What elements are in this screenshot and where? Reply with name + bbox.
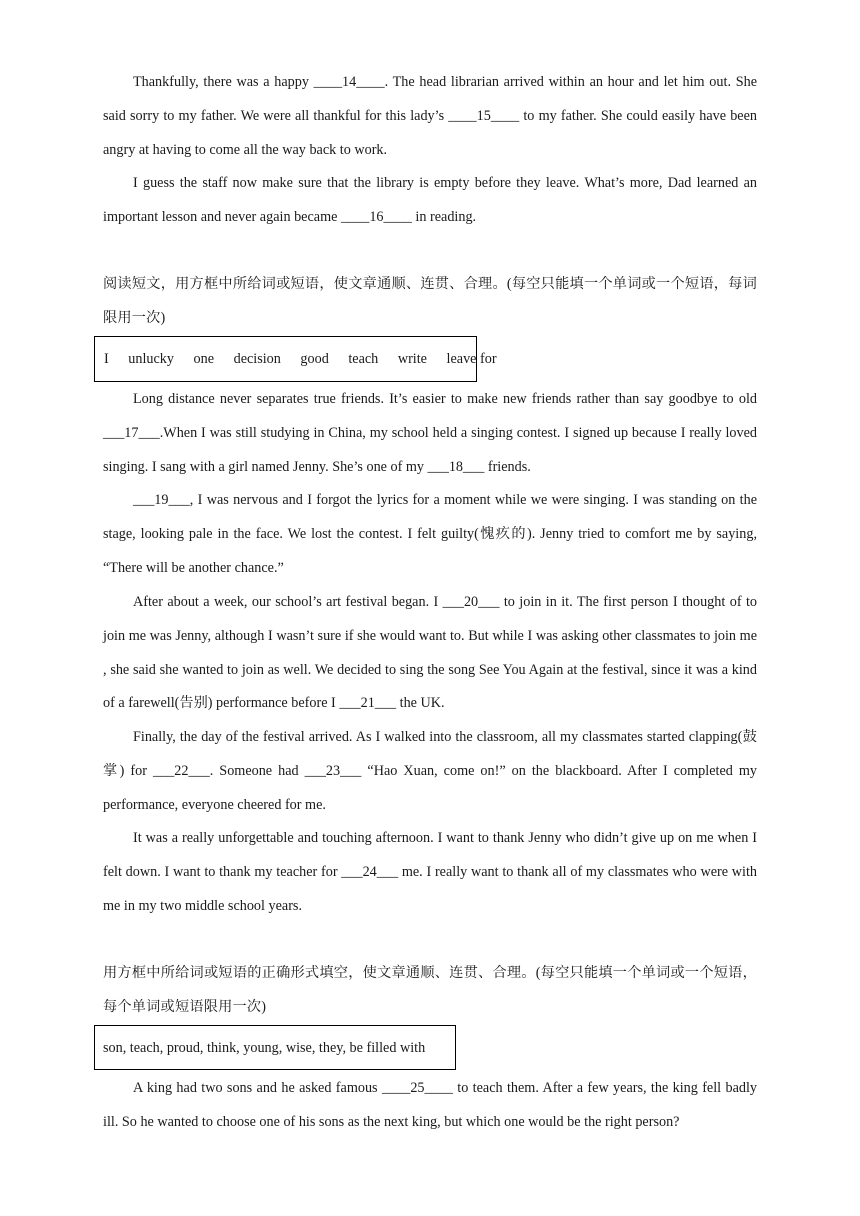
paragraph-14-15: Thankfully, there was a happy ____14____. The head librarian arrived within an hour and let him out. She said sorry to my father. We were all thankful for this lady’s ____15____ to my father. She could easily have been angry at having to come all the way back to work. (103, 74, 757, 158)
word-option: decision (233, 351, 281, 367)
paragraph-19: ___19___, I was nervous and I forgot the lyrics for a moment while we were singing. I was standing on the stage, looking pale in the face. We lost the contest. I felt guilty(愧疚的). Jenny tried to comfort me by saying, “There will be another chance.” (103, 492, 757, 576)
section2-instruction: 阅读短文，用方框中所给词或短语，使文章通顺、连贯、合理。(每空只能填一个单词或一个短语，每词限用一次) (103, 276, 757, 326)
word-box-2: son, teach, proud, think, young, wise, they, be filled with (94, 1025, 456, 1070)
word-box-1 (94, 336, 497, 382)
paragraph-17-18: Long distance never separates true friends. It’s easier to make new friends rather than say goodbye to old ___17___.When I was still studying in China, my school held a singing contest. I signed up because I really loved singing. I sang with a girl named Jenny. She’s one of my ___18___ friends. (103, 391, 757, 475)
word-option: good (300, 351, 329, 367)
paragraph-24: It was a really unforgettable and touching afternoon. I want to thank Jenny who didn’t give up on me when I felt down. I want to thank my teacher for ___24___ me. I really want to thank all of my classmates who were with me in my two middle school years. (103, 830, 757, 914)
word-option: one (193, 351, 215, 367)
word-option: unlucky (128, 351, 174, 367)
paragraph-20-21: After about a week, our school’s art festival began. I ___20___ to join in it. The first person I thought of to join me was Jenny, although I wasn’t sure if she would want to. But while I was asking other classmates to join me , she said she wanted to join as well. We decided to sing the song See You Again at the festival, since it was a kind of a farewell(告别) performance before I ___21___ the UK. (103, 594, 757, 712)
section3-instruction: 用方框中所给词或短语的正确形式填空，使文章通顺、连贯、合理。(每空只能填一个单词或一个短语，每个单词或短语限用一次) (103, 965, 757, 1015)
word-option: teach (348, 351, 379, 367)
word-option: leave for (446, 351, 497, 367)
paragraph-16: I guess the staff now make sure that the library is empty before they leave. What’s more, Dad learned an important lesson and never again became ____16____ in reading. (103, 175, 757, 225)
word-option: I (104, 351, 109, 367)
paragraph-22-23: Finally, the day of the festival arrived. As I walked into the classroom, all my classmates started clapping(鼓掌) for ___22___. Someone had ___23___ “Hao Xuan, come on!” on the blackboard. After I completed my performance, everyone cheered for me. (103, 729, 757, 813)
word-option: write (397, 351, 427, 367)
paragraph-25: A king had two sons and he asked famous ____25____ to teach them. After a few years, the king fell badly ill. So he wanted to choose one of his sons as the next king, but which one would be the right person? (103, 1080, 757, 1130)
